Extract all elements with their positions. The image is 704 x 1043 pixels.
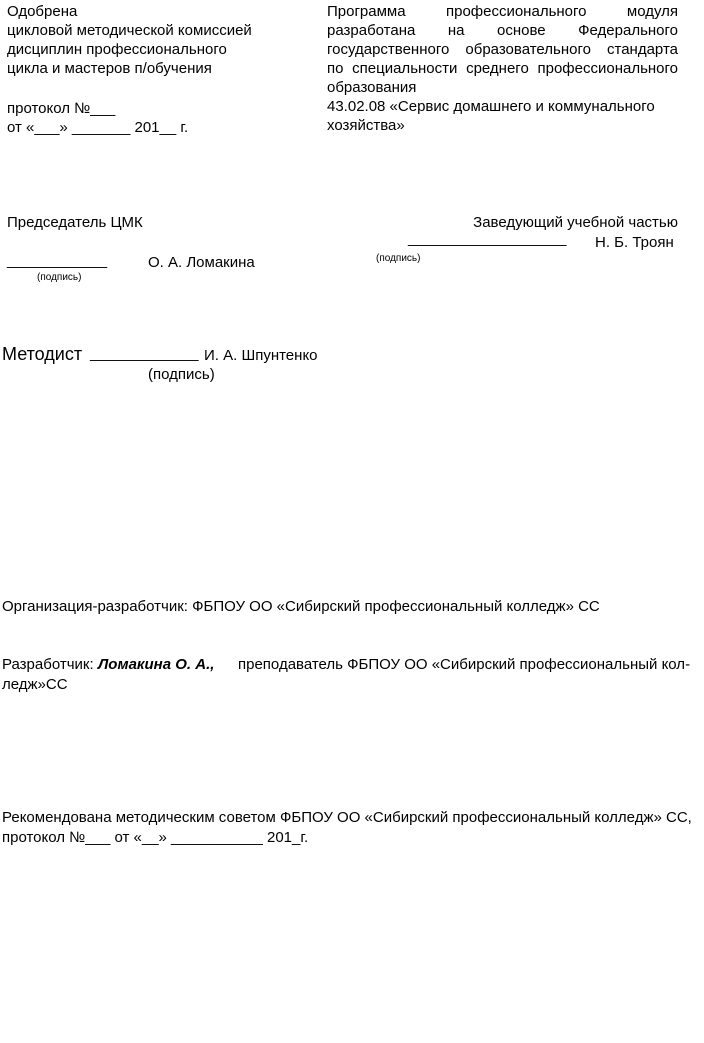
developer-label: Разработчик:: [2, 656, 94, 673]
approval-line: цикловой методической комиссией: [7, 22, 252, 39]
approval-line: цикла и мастеров п/обучения: [7, 60, 212, 77]
chair-signature-line: ____________: [7, 252, 108, 269]
program-line: по специальности среднего профессионального: [327, 60, 678, 77]
program-line: Программа профессионального модуля: [327, 3, 678, 20]
methodist-title: Методист: [2, 344, 83, 364]
program-line: государственного образовательного стандарта: [327, 41, 678, 58]
approval-line: дисциплин профессионального: [7, 41, 227, 58]
methodist-name: И. А. Шпунтенко: [204, 347, 318, 364]
program-line: разработана на основе Федерального: [327, 22, 678, 39]
specialty-code: 43.02.08 «Сервис домашнего и коммунального: [327, 98, 655, 115]
head-title: Заведующий учебной частью: [473, 214, 678, 231]
signature-label: (подпись): [376, 253, 421, 264]
chair-name: О. А. Ломакина: [148, 254, 255, 271]
organization-developer: Организация-разработчик: ФБПОУ ОО «Сибирский профессиональный колледж» СС: [2, 598, 600, 615]
chair-title: Председатель ЦМК: [7, 214, 143, 231]
signature-label: (подпись): [37, 272, 82, 283]
developer-role: преподаватель ФБПОУ ОО «Сибирский профессиональный кол-: [238, 656, 691, 673]
protocol-date: от «___» _______ 201__ г.: [7, 119, 189, 136]
developer-role-continued: ледж»СС: [2, 676, 68, 693]
protocol-number: протокол №___: [7, 100, 116, 117]
signature-label: (подпись): [148, 366, 215, 383]
methodist-signature-line: _____________: [90, 345, 199, 362]
head-name: Н. Б. Троян: [595, 234, 674, 251]
recommendation-text: Рекомендована методическим советом ФБПОУ ОО «Сибирский профессиональный колледж» СС,: [2, 809, 692, 826]
developer-name: Ломакина О. А.,: [98, 656, 215, 673]
specialty-name: хозяйства»: [327, 117, 405, 134]
head-signature-line: ___________________: [408, 230, 567, 247]
approval-title: Одобрена: [7, 3, 78, 20]
program-line: образования: [327, 79, 417, 96]
recommendation-protocol: протокол №___ от «__» ___________ 201_г.: [2, 829, 309, 846]
